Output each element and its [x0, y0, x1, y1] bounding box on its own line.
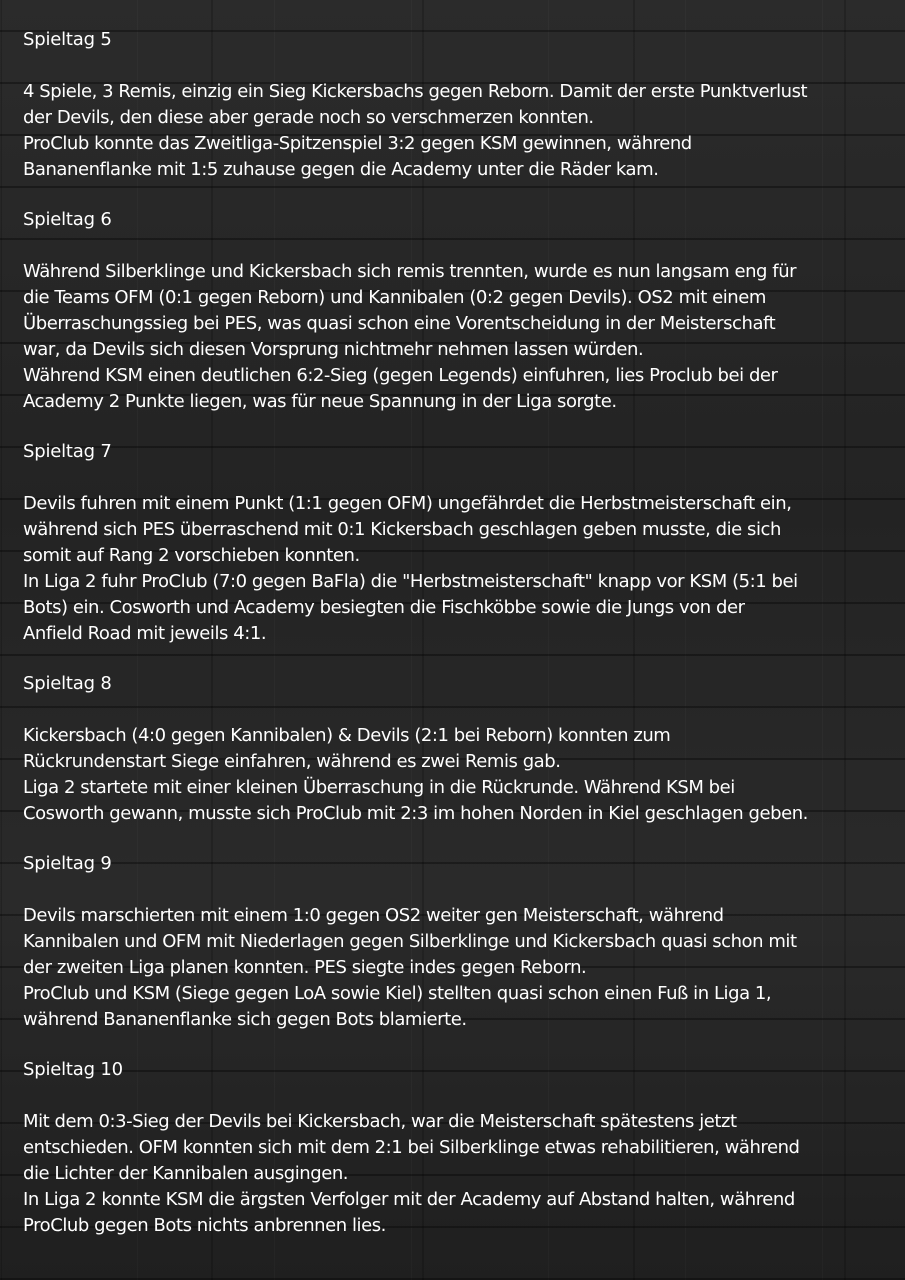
text-line: die Lichter der Kannibalen ausgingen.: [23, 1163, 349, 1184]
text-line: Anfield Road mit jeweils 4:1.: [23, 623, 267, 644]
text-line: In Liga 2 fuhr ProClub (7:0 gegen BaFla) die "Herbstmeisterschaft" knapp vor KSM (5:1 bei: [23, 571, 798, 592]
text-line: während sich PES überraschend mit 0:1 Kickersbach geschlagen geben musste, die sich: [23, 519, 781, 540]
text-line: während Bananenflanke sich gegen Bots blamierte.: [23, 1009, 467, 1030]
text-line: der Devils, den diese aber gerade noch so verschmerzen konnten.: [23, 107, 594, 128]
text-line: Während KSM einen deutlichen 6:2-Sieg (gegen Legends) einfuhren, lies Proclub bei der: [23, 365, 778, 386]
section-spieltag-5: [23, 27, 905, 183]
text-line: 4 Spiele, 3 Remis, einzig ein Sieg Kickersbachs gegen Reborn. Damit der erste Punktverlust: [23, 81, 808, 102]
text-line: Kickersbach (4:0 gegen Kannibalen) & Devils (2:1 bei Reborn) konnten zum: [23, 725, 671, 746]
text-line: Devils fuhren mit einem Punkt (1:1 gegen OFM) ungefährdet die Herbstmeisterschaft ein,: [23, 493, 792, 514]
section-heading: Spieltag 6: [23, 209, 112, 230]
text-line: die Teams OFM (0:1 gegen Reborn) und Kannibalen (0:2 gegen Devils). OS2 mit einem: [23, 287, 766, 308]
text-line: Cosworth gewann, musste sich ProClub mit 2:3 im hohen Norden in Kiel geschlagen geben.: [23, 803, 808, 824]
section-heading: Spieltag 5: [23, 29, 112, 50]
text-line: Mit dem 0:3-Sieg der Devils bei Kickersbach, war die Meisterschaft spätestens jetzt: [23, 1111, 737, 1132]
section-paragraph: [23, 79, 905, 183]
text-line: ProClub konnte das Zweitliga-Spitzenspiel 3:2 gegen KSM gewinnen, während: [23, 133, 692, 154]
text-line: Bots) ein. Cosworth und Academy besiegten die Fischköbbe sowie die Jungs von der: [23, 597, 745, 618]
section-paragraph: [23, 1109, 905, 1239]
section-spieltag-10: [23, 1057, 905, 1239]
text-line: Bananenflanke mit 1:5 zuhause gegen die Academy unter die Räder kam.: [23, 159, 659, 180]
section-heading: Spieltag 9: [23, 853, 112, 874]
section-paragraph: [23, 723, 905, 827]
text-line: der zweiten Liga planen konnten. PES siegte indes gegen Reborn.: [23, 957, 587, 978]
text-line: Kannibalen und OFM mit Niederlagen gegen Silberklinge und Kickersbach quasi schon mit: [23, 931, 797, 952]
text-line: war, da Devils sich diesen Vorsprung nichtmehr nehmen lassen würden.: [23, 339, 644, 360]
section-heading: Spieltag 10: [23, 1059, 123, 1080]
text-line: Liga 2 startete mit einer kleinen Überraschung in die Rückrunde. Während KSM bei: [23, 777, 735, 798]
section-heading: Spieltag 7: [23, 441, 112, 462]
section-paragraph: [23, 903, 905, 1033]
text-line: Academy 2 Punkte liegen, was für neue Spannung in der Liga sorgte.: [23, 391, 617, 412]
section-spieltag-6: [23, 207, 905, 415]
text-line: Überraschungssieg bei PES, was quasi schon eine Vorentscheidung in der Meisterschaft: [23, 313, 776, 334]
section-spieltag-9: [23, 851, 905, 1033]
text-line: In Liga 2 konnte KSM die ärgsten Verfolger mit der Academy auf Abstand halten, während: [23, 1189, 795, 1210]
section-spieltag-8: [23, 671, 905, 827]
text-line: Rückrundenstart Siege einfahren, während es zwei Remis gab.: [23, 751, 561, 772]
text-line: entschieden. OFM konnten sich mit dem 2:1 bei Silberklinge etwas rehabilitieren, während: [23, 1137, 800, 1158]
section-heading: Spieltag 8: [23, 673, 112, 694]
section-paragraph: [23, 259, 905, 415]
section-spieltag-7: [23, 439, 905, 647]
text-line: somit auf Rang 2 vorschieben konnten.: [23, 545, 360, 566]
text-line: ProClub gegen Bots nichts anbrennen lies.: [23, 1215, 386, 1236]
text-line: Während Silberklinge und Kickersbach sich remis trennten, wurde es nun langsam eng für: [23, 261, 797, 282]
text-line: ProClub und KSM (Siege gegen LoA sowie Kiel) stellten quasi schon einen Fuß in Liga 1,: [23, 983, 772, 1004]
text-line: Devils marschierten mit einem 1:0 gegen OS2 weiter gen Meisterschaft, während: [23, 905, 724, 926]
section-paragraph: [23, 491, 905, 647]
